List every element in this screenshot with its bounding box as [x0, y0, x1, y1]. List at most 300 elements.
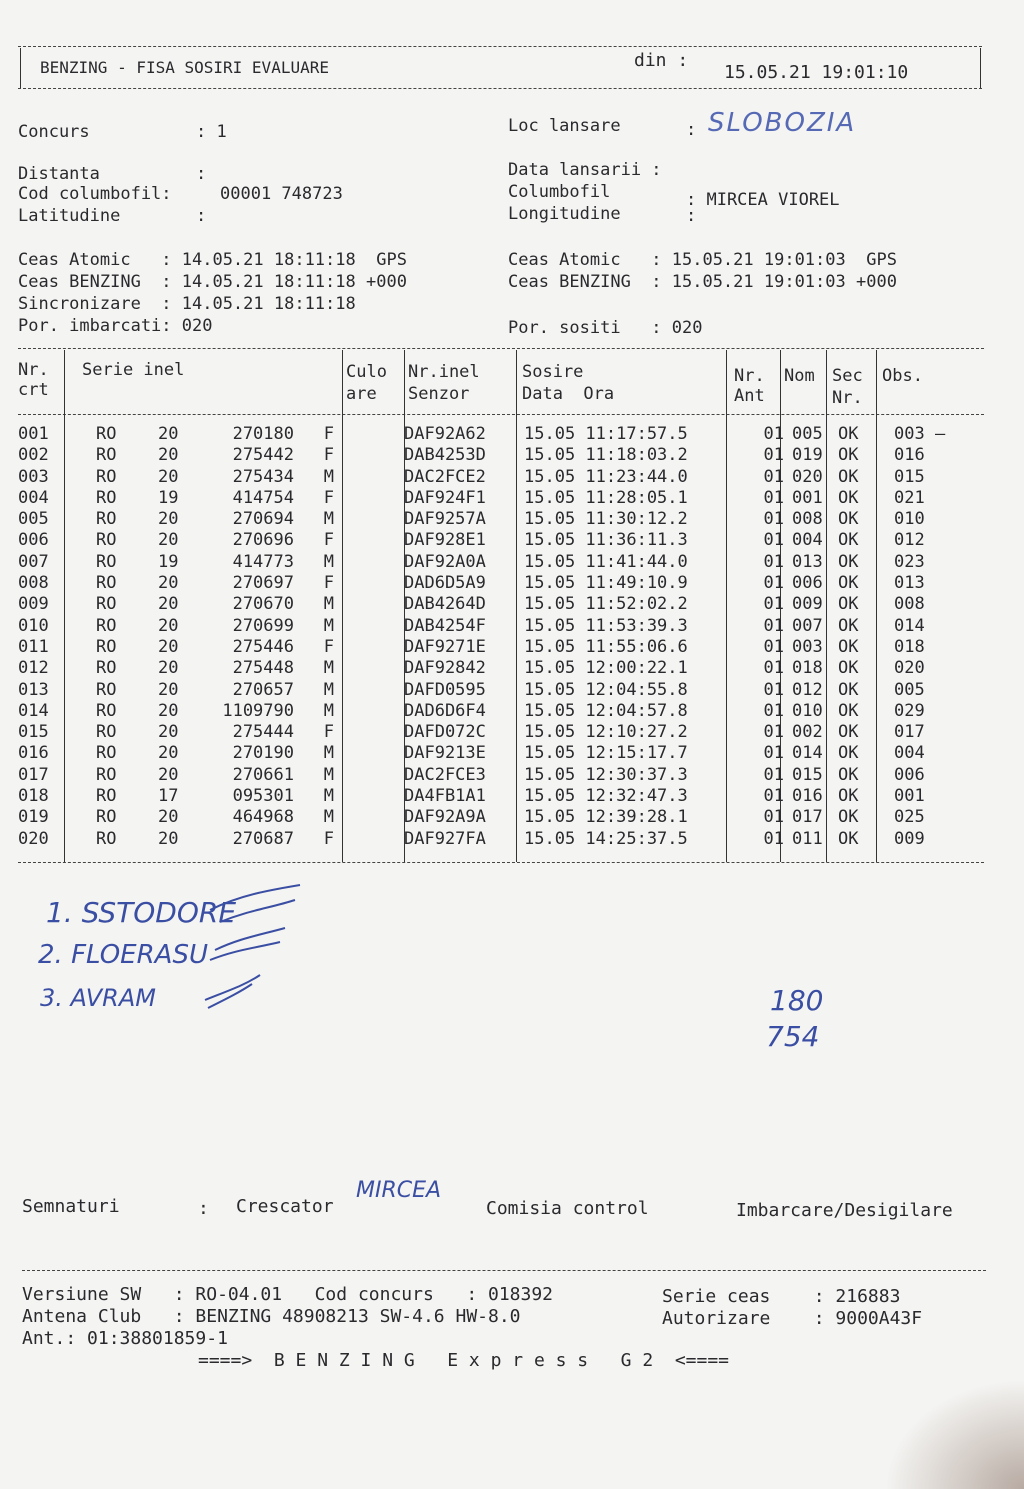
cell-nom: 007	[792, 615, 823, 636]
cell-nom: 013	[792, 551, 823, 572]
table-row	[18, 786, 974, 807]
cell-y: 20	[158, 445, 179, 466]
por-imbarcati: Por. imbarcati: 020	[18, 316, 213, 336]
cell-culoare	[338, 637, 400, 658]
table-row	[18, 509, 974, 530]
cell-sen: DAF927FA	[404, 828, 486, 849]
latitudine-value: :	[196, 206, 207, 226]
table-row	[18, 658, 974, 679]
loc-lansare-label: Loc lansare	[508, 116, 621, 136]
header-are: are	[346, 384, 377, 404]
columbofil-value: : MIRCEA VIOREL	[686, 190, 840, 210]
cell-sec: OK	[838, 509, 859, 530]
cell-dt: 15.05 11:49:10.9	[524, 573, 688, 594]
cell-dt: 15.05 11:28:05.1	[524, 487, 688, 508]
cell-culoare	[338, 680, 400, 701]
cell-n: 270180	[232, 424, 294, 444]
cell-y: 20	[158, 743, 179, 764]
cell-nom: 012	[792, 679, 823, 700]
header-sec-nr: Nr.	[832, 388, 863, 408]
cell-culoare	[338, 616, 400, 637]
cell-dt: 15.05 11:55:06.6	[524, 636, 688, 657]
cell-sec: OK	[838, 700, 859, 721]
cell-c: RO	[96, 722, 117, 743]
cell-sec: OK	[838, 594, 859, 615]
cell-y: 19	[158, 551, 179, 572]
cell-s: F	[323, 722, 334, 743]
cell-ant: 01	[763, 551, 784, 572]
table-row	[18, 488, 974, 509]
cell-s: M	[323, 764, 334, 785]
header-crt: crt	[18, 380, 49, 400]
table-bottom-border	[18, 862, 984, 863]
cell-obs: 009	[894, 828, 925, 849]
crescator-label: Crescator	[236, 1196, 334, 1217]
cell-ant: 01	[763, 807, 784, 828]
cell-obs: 021	[894, 487, 925, 508]
cell-dt: 15.05 12:04:55.8	[524, 679, 688, 700]
cell-nr: 013	[18, 679, 49, 700]
cell-ant: 01	[763, 573, 784, 594]
left-benzing-clock: Ceas BENZING : 14.05.21 18:11:18 +000	[18, 272, 407, 292]
table-row	[18, 594, 974, 615]
cell-sec: OK	[838, 743, 859, 764]
header-sosire: Sosire	[522, 362, 584, 382]
cell-c: RO	[96, 828, 117, 849]
handwritten-number-2: 754	[766, 1020, 820, 1053]
header-nom: Nom	[784, 366, 815, 386]
cell-y: 17	[158, 786, 179, 807]
comisia-control-label: Comisia control	[486, 1198, 649, 1219]
cell-c: RO	[96, 445, 117, 466]
cell-y: 20	[158, 530, 179, 551]
table-row	[18, 680, 974, 701]
cell-culoare	[338, 424, 400, 445]
cell-ant: 01	[763, 530, 784, 551]
cell-ant: 01	[763, 786, 784, 807]
cell-sen: DAF924F1	[404, 487, 486, 508]
cell-sec: OK	[838, 786, 859, 807]
cell-y: 20	[158, 509, 179, 530]
header-nr-ant-1: Nr.	[734, 366, 765, 386]
cell-n: 270670	[232, 594, 294, 615]
cell-ant: 01	[763, 700, 784, 721]
cell-nom: 014	[792, 743, 823, 764]
loc-lansare-handwritten: SLOBOZIA	[708, 108, 857, 138]
cod-columbofil-label: Cod columbofil:	[18, 184, 172, 204]
table-row	[18, 637, 974, 658]
cell-sen: DAF9213E	[404, 743, 486, 764]
cell-sec: OK	[838, 551, 859, 572]
cell-obs: 016	[894, 445, 925, 466]
cell-nr: 001	[18, 424, 49, 444]
cell-y: 20	[158, 764, 179, 785]
right-atomic-clock: Ceas Atomic : 15.05.21 19:01:03 GPS	[508, 250, 897, 270]
cell-c: RO	[96, 594, 117, 615]
cell-c: RO	[96, 466, 117, 487]
cell-s: M	[323, 679, 334, 700]
cell-s: M	[323, 743, 334, 764]
benzing-express-banner: ====> B E N Z I N G E x p r e s s G 2 <====	[198, 1350, 730, 1371]
cell-ant: 01	[763, 658, 784, 679]
distanta-value: :	[196, 164, 207, 184]
cell-s: M	[323, 658, 334, 679]
cell-nr: 002	[18, 445, 49, 466]
cell-c: RO	[96, 700, 117, 721]
cell-sec: OK	[838, 828, 859, 849]
cell-nr: 012	[18, 658, 49, 679]
ant-id: Ant.: 01:38801859-1	[22, 1328, 228, 1349]
cell-culoare	[338, 530, 400, 551]
cell-nom: 006	[792, 573, 823, 594]
cell-ant: 01	[763, 636, 784, 657]
cell-sec: OK	[838, 573, 859, 594]
sincronizare: Sincronizare : 14.05.21 18:11:18	[18, 294, 356, 314]
handwritten-line-2: 2. FLOERASU	[38, 940, 208, 970]
cell-c: RO	[96, 487, 117, 508]
header-serie-inel: Serie inel	[82, 360, 185, 380]
cell-nom: 017	[792, 807, 823, 828]
cell-c: RO	[96, 786, 117, 807]
cell-c: RO	[96, 679, 117, 700]
table-row	[18, 552, 974, 573]
cell-dt: 15.05 12:10:27.2	[524, 722, 688, 743]
cell-nr: 017	[18, 764, 49, 785]
cell-s: M	[323, 594, 334, 615]
table-row	[18, 807, 974, 828]
cell-ant: 01	[763, 487, 784, 508]
cell-culoare	[338, 722, 400, 743]
cell-nr: 016	[18, 743, 49, 764]
cell-dt: 15.05 11:53:39.3	[524, 615, 688, 636]
cell-ant: 01	[763, 828, 784, 849]
cell-n: 275442	[232, 445, 294, 466]
cell-obs: 017	[894, 722, 925, 743]
cell-culoare	[338, 509, 400, 530]
cell-obs: 001	[894, 786, 925, 807]
header-right-border	[980, 48, 981, 88]
cell-y: 20	[158, 700, 179, 721]
cell-n: 275448	[232, 658, 294, 679]
cell-obs: 006	[894, 764, 925, 785]
cell-dt: 15.05 11:18:03.2	[524, 445, 688, 466]
header-data-ora: Data Ora	[522, 384, 615, 404]
cell-s: M	[323, 551, 334, 572]
cell-sen: DAF92A0A	[404, 551, 486, 572]
cell-sec: OK	[838, 466, 859, 487]
cell-nr: 015	[18, 722, 49, 743]
cell-nr: 018	[18, 786, 49, 807]
handwritten-number-1: 180	[770, 984, 824, 1017]
cell-obs: 004	[894, 743, 925, 764]
cell-nom: 018	[792, 658, 823, 679]
cell-n: 270661	[232, 764, 294, 785]
header-top-border	[18, 46, 982, 47]
cell-y: 20	[158, 424, 179, 444]
cell-obs: 018	[894, 636, 925, 657]
autorizare: Autorizare : 9000A43F	[662, 1308, 923, 1329]
cell-sen: DAF9257A	[404, 509, 486, 530]
cell-obs: 015	[894, 466, 925, 487]
cell-dt: 15.05 11:36:11.3	[524, 530, 688, 551]
cell-culoare	[338, 445, 400, 466]
cell-sen: DAB4254F	[404, 615, 486, 636]
cell-obs: 010	[894, 509, 925, 530]
longitudine-value: :	[686, 206, 697, 226]
cell-dt: 15.05 11:23:44.0	[524, 466, 688, 487]
antena-club: Antena Club : BENZING 48908213 SW-4.6 HW-8.0	[22, 1306, 521, 1327]
cell-sen: DAF92A62	[404, 424, 486, 444]
handwritten-line-1: 1. SSTODORE	[46, 896, 237, 929]
columbofil-label: Columbofil	[508, 182, 611, 202]
cell-sen: DAD6D5A9	[404, 573, 486, 594]
handwritten-line-3: 3. AVRAM	[40, 984, 156, 1012]
cell-culoare	[338, 552, 400, 573]
cell-s: F	[323, 636, 334, 657]
table-top-border	[18, 348, 984, 349]
cell-c: RO	[96, 764, 117, 785]
cell-sen: DAD6D6F4	[404, 700, 486, 721]
table-row	[18, 722, 974, 743]
cell-n: 270699	[232, 615, 294, 636]
header-senzor: Senzor	[408, 384, 470, 404]
table-row	[18, 445, 974, 466]
cell-s: M	[323, 509, 334, 530]
cell-dt: 15.05 14:25:37.5	[524, 828, 688, 849]
cell-sec: OK	[838, 445, 859, 466]
footer-separator	[22, 1270, 986, 1271]
cell-nom: 015	[792, 764, 823, 785]
cell-nr: 004	[18, 487, 49, 508]
cell-dt: 15.05 12:39:28.1	[524, 807, 688, 828]
cell-dt: 15.05 12:32:47.3	[524, 786, 688, 807]
cell-dt: 15.05 11:17:57.5	[524, 424, 688, 444]
cell-n: 270190	[232, 743, 294, 764]
cell-ant: 01	[763, 594, 784, 615]
cell-sen: DAF928E1	[404, 530, 486, 551]
distanta-label: Distanta	[18, 164, 100, 184]
right-benzing-clock: Ceas BENZING : 15.05.21 19:01:03 +000	[508, 272, 897, 292]
cell-culoare	[338, 658, 400, 679]
cell-c: RO	[96, 551, 117, 572]
cell-n: 464968	[232, 807, 294, 828]
cell-sec: OK	[838, 658, 859, 679]
longitudine-label: Longitudine	[508, 204, 621, 224]
cell-nr: 020	[18, 828, 49, 849]
table-row	[18, 424, 974, 445]
header-nr-ant-2: Ant	[734, 386, 765, 406]
cell-c: RO	[96, 509, 117, 530]
arrivals-table	[18, 424, 974, 850]
cell-n: 414773	[232, 551, 294, 572]
cell-y: 19	[158, 487, 179, 508]
cell-nr: 007	[18, 551, 49, 572]
cell-dt: 15.05 12:15:17.7	[524, 743, 688, 764]
cell-sen: DAB4264D	[404, 594, 486, 615]
cell-sec: OK	[838, 424, 859, 444]
cell-n: 275434	[232, 466, 294, 487]
imbarcare-desigilare-label: Imbarcare/Desigilare	[736, 1200, 953, 1221]
cell-ant: 01	[763, 679, 784, 700]
cell-nom: 016	[792, 786, 823, 807]
cell-dt: 15.05 11:41:44.0	[524, 551, 688, 572]
semnaturi-label: Semnaturi	[22, 1196, 120, 1217]
cell-s: F	[323, 573, 334, 594]
cod-columbofil-value: 00001 748723	[220, 184, 343, 204]
cell-n: 270697	[232, 573, 294, 594]
cell-s: F	[323, 828, 334, 849]
cell-nr: 005	[18, 509, 49, 530]
cell-n: 270694	[232, 509, 294, 530]
cell-obs: 013	[894, 573, 925, 594]
cell-ant: 01	[763, 509, 784, 530]
cell-y: 20	[158, 573, 179, 594]
cell-dt: 15.05 11:52:02.2	[524, 594, 688, 615]
cell-obs: 012	[894, 530, 925, 551]
cell-obs: 005	[894, 679, 925, 700]
cell-sen: DAFD072C	[404, 722, 486, 743]
cell-nom: 004	[792, 530, 823, 551]
por-sositi: Por. sositi : 020	[508, 318, 703, 338]
cell-obs: 014	[894, 615, 925, 636]
cell-sen: DAB4253D	[404, 445, 486, 466]
cell-n: 270696	[232, 530, 294, 551]
cell-culoare	[338, 467, 400, 488]
cell-sec: OK	[838, 487, 859, 508]
cell-sec: OK	[838, 722, 859, 743]
cell-s: M	[323, 807, 334, 828]
cell-c: RO	[96, 424, 117, 444]
cell-y: 20	[158, 466, 179, 487]
cell-ant: 01	[763, 722, 784, 743]
cell-c: RO	[96, 573, 117, 594]
cell-y: 20	[158, 807, 179, 828]
cell-nr: 014	[18, 700, 49, 721]
cell-n: 270687	[232, 828, 294, 849]
cell-n: 095301	[232, 786, 294, 807]
din-label: din :	[634, 50, 689, 71]
cell-n: 1109790	[222, 700, 294, 721]
cell-n: 270657	[232, 679, 294, 700]
cell-nom: 020	[792, 466, 823, 487]
cell-s: F	[323, 424, 334, 444]
cell-nr: 003	[18, 466, 49, 487]
concurs-label: Concurs	[18, 122, 90, 142]
cell-sec: OK	[838, 530, 859, 551]
semnaturi-colon: :	[198, 1198, 209, 1219]
cell-c: RO	[96, 807, 117, 828]
cell-culoare	[338, 743, 400, 764]
loc-lansare-colon: :	[686, 120, 697, 140]
cell-nr: 008	[18, 573, 49, 594]
cell-sec: OK	[838, 636, 859, 657]
cell-nr: 006	[18, 530, 49, 551]
cell-culoare	[338, 594, 400, 615]
cell-nr: 009	[18, 594, 49, 615]
header-sec: Sec	[832, 366, 863, 386]
table-row	[18, 530, 974, 551]
cell-culoare	[338, 786, 400, 807]
table-row	[18, 573, 974, 594]
cell-y: 20	[158, 828, 179, 849]
cell-nom: 005	[792, 424, 823, 444]
cell-nom: 008	[792, 509, 823, 530]
cell-c: RO	[96, 636, 117, 657]
cell-y: 20	[158, 594, 179, 615]
data-lansarii-label: Data lansarii :	[508, 160, 662, 180]
header-left-border	[20, 48, 21, 88]
cell-dt: 15.05 12:00:22.1	[524, 658, 688, 679]
cell-s: F	[323, 530, 334, 551]
header-bottom-border	[18, 88, 982, 89]
cell-ant: 01	[763, 445, 784, 466]
left-atomic-clock: Ceas Atomic : 14.05.21 18:11:18 GPS	[18, 250, 407, 270]
cell-n: 275444	[232, 722, 294, 743]
cell-c: RO	[96, 743, 117, 764]
cell-dt: 15.05 11:30:12.2	[524, 509, 688, 530]
cell-obs: 029	[894, 700, 925, 721]
table-header-bottom-border	[18, 414, 984, 415]
cell-n: 414754	[232, 487, 294, 508]
cell-nom: 010	[792, 700, 823, 721]
cell-s: M	[323, 466, 334, 487]
cell-obs: 003 –	[894, 424, 946, 444]
cell-ant: 01	[763, 466, 784, 487]
cell-ant: 01	[763, 424, 784, 444]
cell-nr: 019	[18, 807, 49, 828]
cell-s: M	[323, 786, 334, 807]
header-obs: Obs.	[882, 366, 923, 386]
cell-dt: 15.05 12:30:37.3	[524, 764, 688, 785]
cell-culoare	[338, 765, 400, 786]
latitudine-label: Latitudine	[18, 206, 121, 226]
cell-sen: DAF9271E	[404, 636, 486, 657]
page-corner-shadow	[884, 1379, 1024, 1489]
cell-c: RO	[96, 658, 117, 679]
cell-nr: 010	[18, 615, 49, 636]
cell-y: 20	[158, 658, 179, 679]
cell-obs: 025	[894, 807, 925, 828]
cell-obs: 020	[894, 658, 925, 679]
cell-ant: 01	[763, 743, 784, 764]
cell-culoare	[338, 829, 400, 850]
cell-sen: DAFD0595	[404, 679, 486, 700]
cell-sec: OK	[838, 807, 859, 828]
cell-c: RO	[96, 615, 117, 636]
cell-c: RO	[96, 530, 117, 551]
cell-y: 20	[158, 722, 179, 743]
cell-ant: 01	[763, 764, 784, 785]
cell-nom: 003	[792, 636, 823, 657]
table-row	[18, 829, 974, 850]
cell-y: 20	[158, 615, 179, 636]
cell-nom: 019	[792, 445, 823, 466]
cell-obs: 023	[894, 551, 925, 572]
cell-sen: DAF92A9A	[404, 807, 486, 828]
header-nr: Nr.	[18, 360, 49, 380]
cell-s: M	[323, 615, 334, 636]
versiune-sw: Versiune SW : RO-04.01 Cod concurs : 018392	[22, 1284, 554, 1305]
concurs-value: : 1	[196, 122, 227, 142]
cell-s: F	[323, 445, 334, 466]
table-row	[18, 616, 974, 637]
table-row	[18, 743, 974, 764]
cell-y: 20	[158, 679, 179, 700]
cell-n: 275446	[232, 636, 294, 657]
table-row	[18, 467, 974, 488]
cell-culoare	[338, 573, 400, 594]
cell-sec: OK	[838, 764, 859, 785]
